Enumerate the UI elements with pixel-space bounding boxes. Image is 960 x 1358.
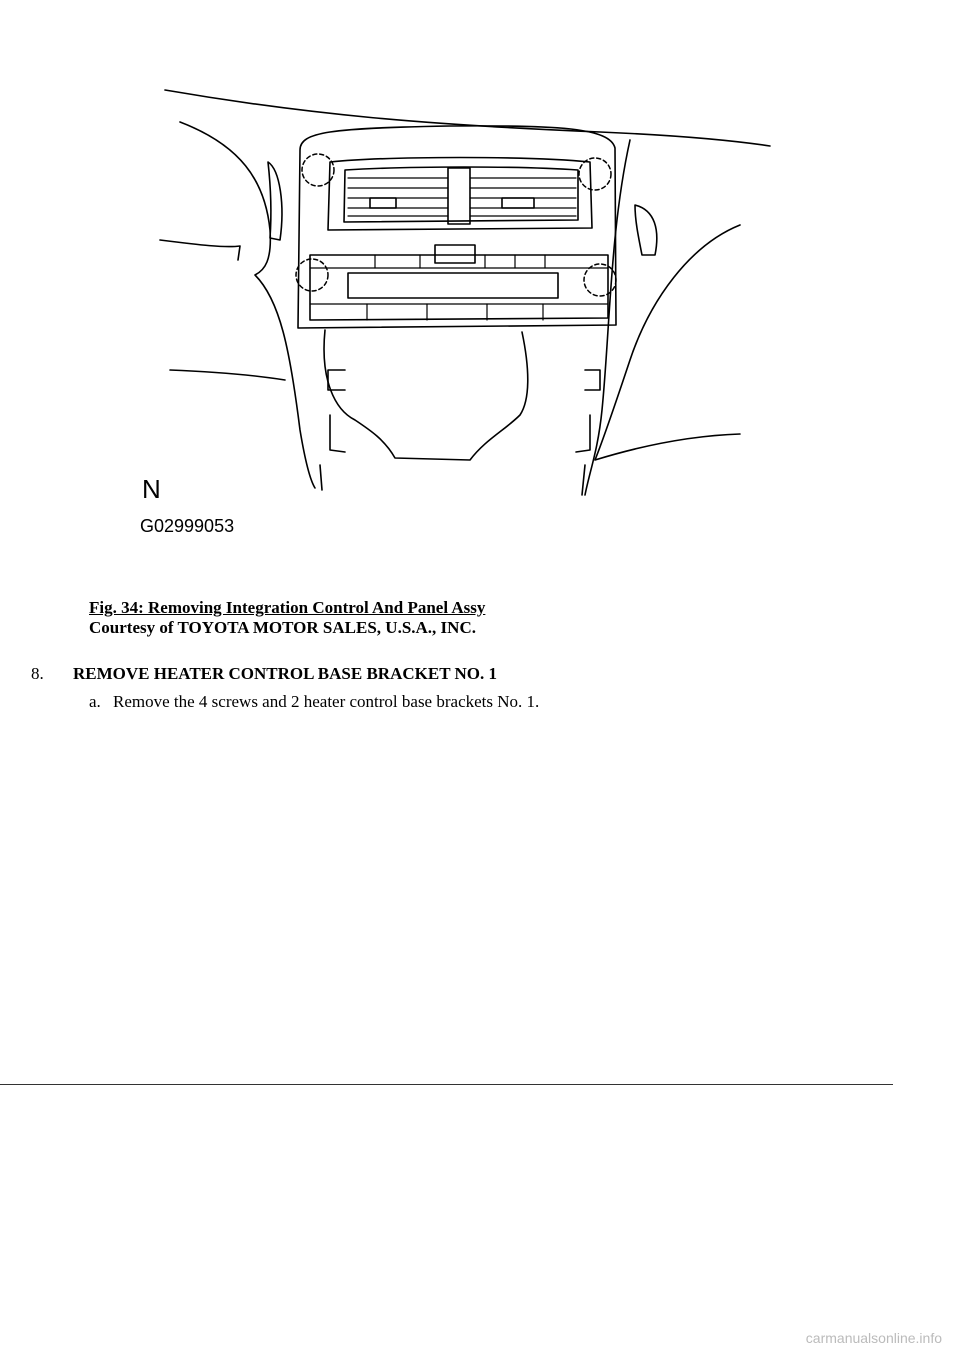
step-title: REMOVE HEATER CONTROL BASE BRACKET NO. 1 [73,664,497,683]
clip-circle-top-right [579,158,611,190]
caption-title: Fig. 34: Removing Integration Control And Panel Assy [89,598,486,617]
figure-caption [89,598,485,638]
dashboard-left-contour [180,122,315,488]
orientation-marker: N [142,474,161,504]
substep-letter: a. [89,692,101,711]
step-number: 8. [31,664,44,683]
graphic-id: G02999053 [140,516,235,536]
dashboard-top-line [165,90,770,146]
dashboard-right-contour [595,225,740,460]
figure-integration-control-panel [130,70,780,550]
caption-credit: Courtesy of TOYOTA MOTOR SALES, U.S.A., INC. [89,618,476,637]
substep-text: Remove the 4 screws and 2 heater control base brackets No. 1. [113,692,540,711]
clip-circle-bottom-left [296,259,328,291]
procedure-step [31,663,497,685]
procedure-substep [89,691,539,713]
footer-divider [0,1084,893,1085]
watermark: carmanualsonline.info [805,1330,942,1346]
